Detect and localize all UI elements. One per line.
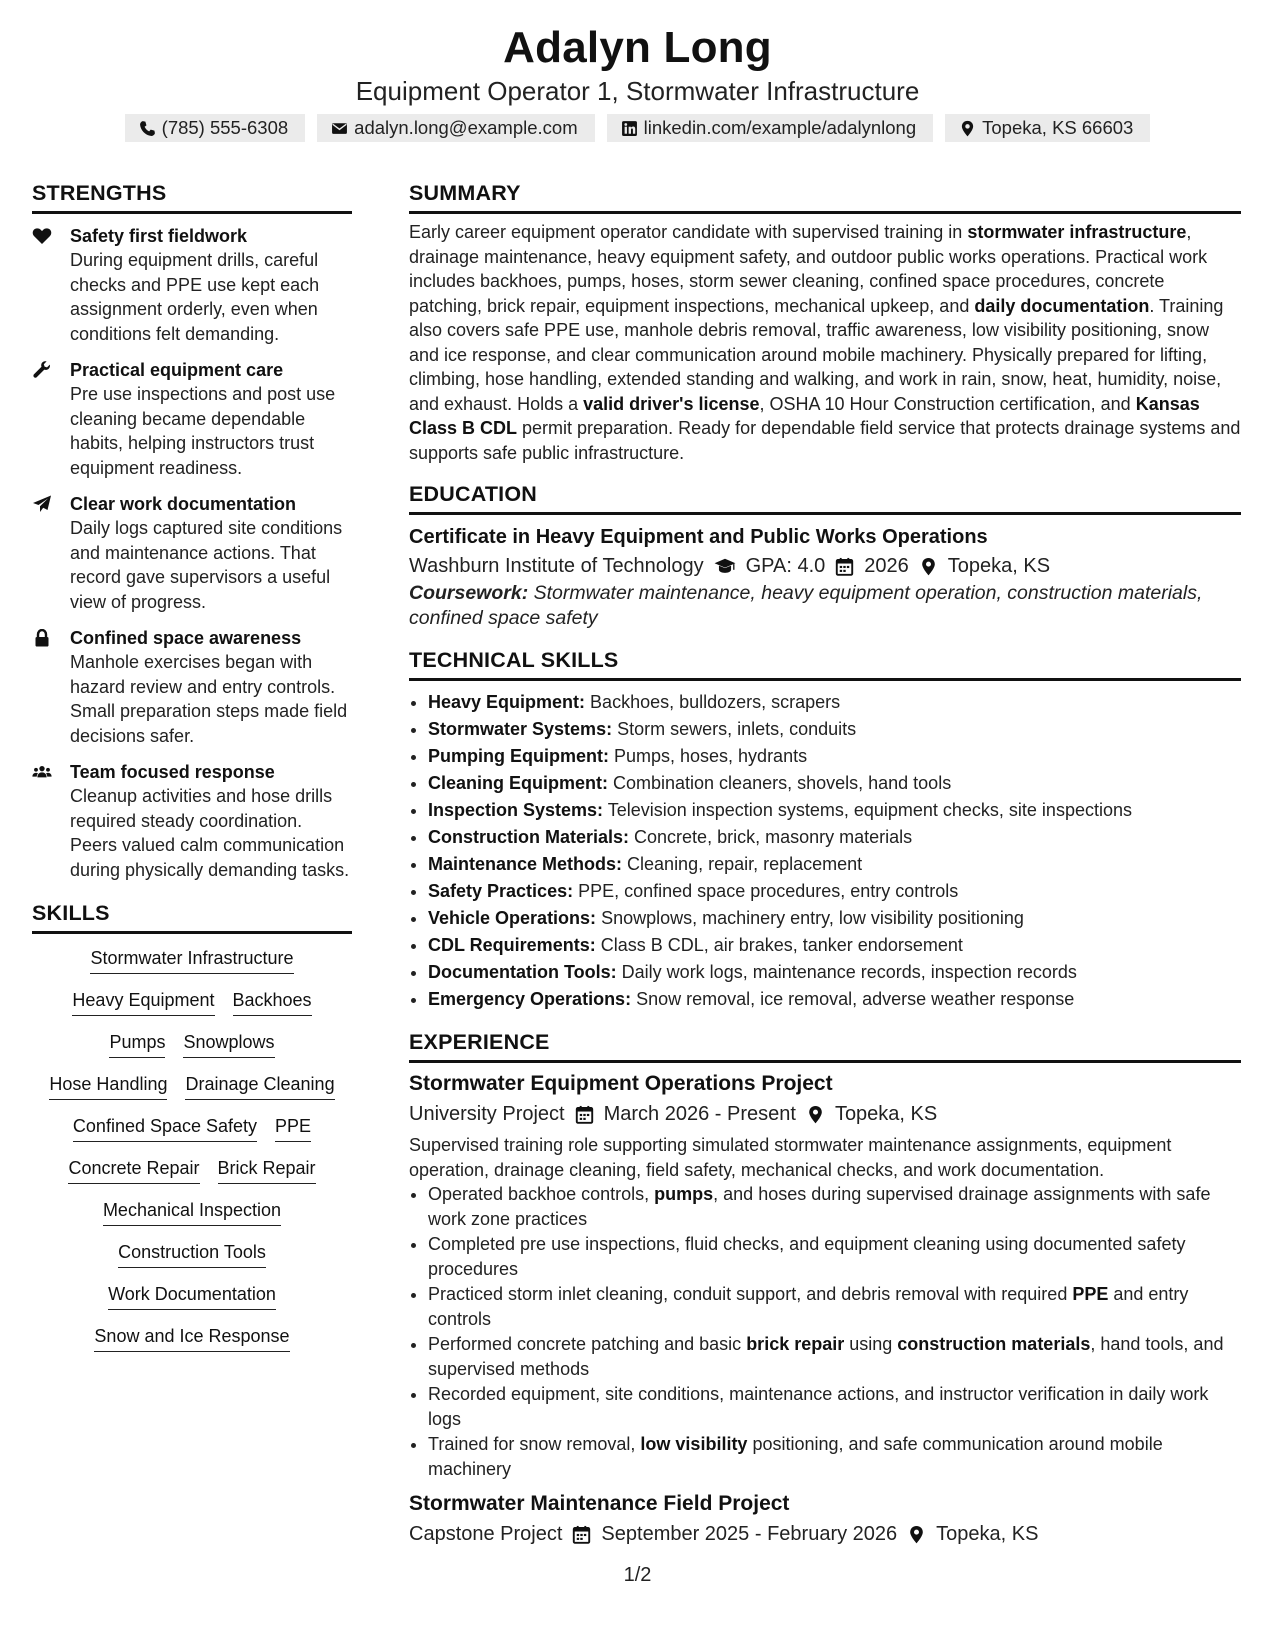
lock-icon	[32, 629, 52, 647]
contact-phone-text: (785) 555-6308	[161, 117, 289, 138]
skill-tag: Brick Repair	[218, 1156, 316, 1184]
technical-skill-value: Cleaning, repair, replacement	[622, 854, 863, 874]
strength-item	[32, 760, 352, 882]
job-bullet	[428, 1432, 1241, 1481]
text-span: permit preparation. Ready for dependable field service that protects drainage systems and supports safe public infrastructure.	[409, 418, 1241, 463]
map-marker-icon	[959, 120, 976, 137]
skill-tag: Work Documentation	[108, 1282, 276, 1310]
technical-skill-value: Snowplows, machinery entry, low visibility positioning	[596, 908, 1024, 928]
text-span: Practiced storm inlet cleaning, conduit support, and debris removal with required	[428, 1284, 1073, 1304]
phone-icon	[139, 120, 156, 137]
job-title: Stormwater Equipment Operations Project	[409, 1072, 833, 1095]
technical-skill-label: Emergency Operations:	[428, 989, 632, 1009]
envelope-icon	[331, 120, 348, 137]
job-description: Supervised training role supporting simulated stormwater maintenance assignments, equipment operation, drainage cleaning, field safety, mechanical checks, and work documentation.	[409, 1135, 1172, 1180]
job-bullet	[428, 1232, 1241, 1281]
technical-skill-label: Stormwater Systems:	[428, 719, 613, 739]
job-bullet	[428, 1182, 1241, 1231]
technical-skill-label: Construction Materials:	[428, 827, 630, 847]
strength-title: Practical equipment care	[70, 360, 284, 380]
bold-text: PPE	[1072, 1284, 1109, 1304]
skill-tag: Mechanical Inspection	[103, 1198, 281, 1226]
skill-row	[32, 1072, 352, 1100]
education-heading: EDUCATION	[409, 479, 1241, 515]
map-marker-icon	[806, 1105, 825, 1124]
text-span: and entry controls	[428, 1284, 1189, 1329]
bold-text: valid driver's license	[583, 393, 760, 414]
strength-title: Safety first fieldwork	[70, 226, 248, 246]
skill-tag: Construction Tools	[118, 1240, 266, 1268]
strength-item	[32, 492, 352, 614]
strengths-heading: STRENGTHS	[32, 178, 352, 214]
skill-row	[32, 1156, 352, 1184]
calendar-icon	[575, 1105, 594, 1124]
strengths-list	[32, 224, 352, 882]
technical-skill-label: Cleaning Equipment:	[428, 773, 608, 793]
skill-row	[32, 1114, 352, 1142]
job-title: Stormwater Maintenance Field Project	[409, 1492, 790, 1515]
skill-row	[32, 1324, 352, 1352]
bold-text: construction materials	[897, 1334, 1091, 1354]
technical-skill-value: PPE, confined space procedures, entry controls	[573, 881, 959, 901]
text-span: Completed pre use inspections, fluid checks, and equipment cleaning using documented safety procedures	[428, 1234, 1186, 1279]
text-span: , OSHA 10 Hour Construction certification, and	[759, 393, 1136, 414]
job-location: Topeka, KS	[834, 1103, 938, 1125]
skill-row	[32, 1240, 352, 1268]
gpa: GPA: 4.0	[745, 555, 826, 577]
users-icon	[32, 763, 52, 781]
graduation-cap-icon	[714, 557, 736, 576]
strength-item	[32, 224, 352, 346]
coursework-label: Coursework:	[409, 582, 529, 604]
technical-skill-item	[428, 851, 1241, 878]
heart-icon	[32, 227, 52, 245]
strength-desc: Cleanup activities and hose drills required steady coordination. Peers valued calm communication during physically demanding tasks.	[70, 786, 350, 880]
technical-skill-label: Pumping Equipment:	[428, 746, 609, 766]
map-marker-icon	[907, 1525, 926, 1544]
skill-tag: Hose Handling	[49, 1072, 167, 1100]
text-span: , drainage maintenance, heavy equipment safety, and outdoor public works operations. Practical work includes backhoes, pumps, hoses, storm sewer cleaning, confined space procedures, concrete patching, brick repair, equipment inspections, mechanical upkeep, and	[409, 222, 1208, 316]
skill-row	[32, 988, 352, 1016]
text-span: positioning, and safe communication around mobile machinery	[428, 1434, 1163, 1479]
bold-text: low visibility	[640, 1434, 748, 1454]
education-meta	[409, 551, 1241, 581]
right-column	[409, 178, 1241, 1549]
calendar-icon	[572, 1525, 591, 1544]
technical-skill-label: Inspection Systems:	[428, 800, 604, 820]
contact-email[interactable]	[317, 114, 594, 142]
technical-skill-label: Safety Practices:	[428, 881, 574, 901]
experience-list	[409, 1069, 1241, 1549]
skill-tag: Pumps	[109, 1030, 165, 1058]
skill-tag: PPE	[275, 1114, 311, 1142]
technical-skill-value: Backhoes, bulldozers, scrapers	[585, 692, 841, 712]
education-location: Topeka, KS	[947, 555, 1051, 577]
contact-location-text: Topeka, KS 66603	[982, 117, 1134, 138]
map-marker-icon	[919, 557, 938, 576]
experience-heading: EXPERIENCE	[409, 1027, 1241, 1063]
strength-desc: Pre use inspections and post use cleaning became dependable habits, helping instructors trust equipment readiness.	[70, 384, 336, 478]
text-span: Trained for snow removal,	[428, 1434, 641, 1454]
technical-skill-item	[428, 743, 1241, 770]
skill-tag: Confined Space Safety	[73, 1114, 257, 1142]
job-meta	[409, 1519, 1241, 1549]
linkedin-icon	[621, 120, 638, 137]
strength-item	[32, 626, 352, 748]
graduation-year: 2026	[864, 555, 909, 577]
technical-skill-item	[428, 689, 1241, 716]
job-organization: Capstone Project	[409, 1523, 563, 1545]
skill-tag: Snowplows	[183, 1030, 274, 1058]
technical-skill-value: Class B CDL, air brakes, tanker endorsement	[595, 935, 963, 955]
job-bullets	[409, 1182, 1241, 1481]
technical-skill-value: Snow removal, ice removal, adverse weather response	[631, 989, 1075, 1009]
text-span: , and hoses during supervised drainage assignments with safe work zone practices	[428, 1184, 1211, 1229]
skill-row	[32, 1030, 352, 1058]
strength-desc: Manhole exercises began with hazard review and entry controls. Small preparation steps made field decisions safer.	[70, 652, 348, 746]
technical-skill-value: Daily work logs, maintenance records, inspection records	[616, 962, 1077, 982]
calendar-icon	[835, 557, 854, 576]
left-column	[32, 178, 352, 1366]
contact-phone[interactable]	[125, 114, 306, 142]
technical-skills-heading: TECHNICAL SKILLS	[409, 645, 1241, 681]
skills-heading: SKILLS	[32, 898, 352, 934]
strength-desc: Daily logs captured site conditions and maintenance actions. That record gave supervisors a useful view of progress.	[70, 518, 343, 612]
summary-text	[409, 220, 1241, 465]
degree-title: Certificate in Heavy Equipment and Public Works Operations	[409, 526, 988, 548]
bold-text: daily documentation	[974, 295, 1150, 316]
skill-row	[32, 1198, 352, 1226]
technical-skill-value: Pumps, hoses, hydrants	[608, 746, 808, 766]
strength-title: Clear work documentation	[70, 494, 297, 514]
text-span: Recorded equipment, site conditions, maintenance actions, and instructor verification in daily work logs	[428, 1384, 1209, 1429]
job-bullet	[428, 1282, 1241, 1331]
contact-bar	[0, 114, 1275, 142]
job-bullet	[428, 1332, 1241, 1381]
skill-row	[32, 946, 352, 974]
technical-skill-item	[428, 932, 1241, 959]
bold-text: pumps	[654, 1184, 714, 1204]
job-organization: University Project	[409, 1103, 565, 1125]
technical-skill-item	[428, 797, 1241, 824]
bold-text: stormwater infrastructure	[967, 222, 1187, 242]
candidate-name: Adalyn Long	[503, 23, 772, 72]
technical-skill-item	[428, 770, 1241, 797]
text-span: Early career equipment operator candidate with supervised training in	[409, 222, 968, 242]
coursework	[409, 581, 1241, 631]
text-span: Operated backhoe controls,	[428, 1184, 655, 1204]
contact-linkedin[interactable]	[607, 114, 934, 142]
summary-heading: SUMMARY	[409, 178, 1241, 214]
technical-skill-label: CDL Requirements:	[428, 935, 596, 955]
job-dates: September 2025 - February 2026	[601, 1523, 898, 1545]
school-name: Washburn Institute of Technology	[409, 555, 704, 577]
text-span: . Training also covers safe PPE use, manhole debris removal, traffic awareness, low visibility positioning, snow and ice response, and clear communication around mobile machinery. Physically prepared for lifting, climbing, hose handling, extended standing and walking, and work in rain, snow, heat, humidity, noise, and exhaust. Holds a	[409, 295, 1224, 414]
job-meta	[409, 1099, 1241, 1129]
wrench-icon	[32, 361, 52, 379]
text-span: Performed concrete patching and basic	[428, 1334, 747, 1354]
technical-skills-list	[409, 689, 1241, 1013]
technical-skill-item	[428, 959, 1241, 986]
technical-skill-label: Heavy Equipment:	[428, 692, 586, 712]
technical-skill-value: Combination cleaners, shovels, hand tools	[608, 773, 952, 793]
strength-item	[32, 358, 352, 480]
skill-row	[32, 1282, 352, 1310]
technical-skill-item	[428, 878, 1241, 905]
job-dates: March 2026 - Present	[603, 1103, 796, 1125]
technical-skill-value: Storm sewers, inlets, conduits	[612, 719, 857, 739]
contact-email-text: adalyn.long@example.com	[354, 117, 578, 138]
skill-tag: Concrete Repair	[68, 1156, 199, 1184]
technical-skill-label: Documentation Tools:	[428, 962, 617, 982]
skill-tag: Drainage Cleaning	[185, 1072, 334, 1100]
contact-linkedin-text: linkedin.com/example/adalynlong	[643, 117, 917, 138]
page-number: 1/2	[623, 1564, 652, 1586]
technical-skill-value: Concrete, brick, masonry materials	[629, 827, 913, 847]
technical-skill-label: Vehicle Operations:	[428, 908, 597, 928]
strength-title: Confined space awareness	[70, 628, 302, 648]
text-span: , hand tools, and supervised methods	[428, 1334, 1224, 1379]
technical-skill-value: Television inspection systems, equipment checks, site inspections	[603, 800, 1132, 820]
coursework-text: Stormwater maintenance, heavy equipment operation, construction materials, confined space safety	[409, 582, 1203, 629]
job-bullet	[428, 1382, 1241, 1431]
bold-text: Kansas Class B CDL	[409, 393, 1200, 438]
text-span: using	[844, 1334, 898, 1354]
technical-skill-item	[428, 986, 1241, 1013]
technical-skill-label: Maintenance Methods:	[428, 854, 623, 874]
job-title: Equipment Operator 1, Stormwater Infrastructure	[355, 76, 920, 106]
skill-tag: Snow and Ice Response	[94, 1324, 289, 1352]
technical-skill-item	[428, 905, 1241, 932]
technical-skill-item	[428, 824, 1241, 851]
skill-tag: Heavy Equipment	[72, 988, 214, 1016]
strength-desc: During equipment drills, careful checks and PPE use kept each assignment orderly, even when conditions felt demanding.	[70, 250, 320, 344]
skills-list	[32, 946, 352, 1352]
job-location: Topeka, KS	[936, 1523, 1039, 1545]
bold-text: brick repair	[746, 1334, 845, 1354]
skill-tag: Stormwater Infrastructure	[90, 946, 293, 974]
strength-title: Team focused response	[70, 762, 275, 782]
technical-skill-item	[428, 716, 1241, 743]
contact-location	[945, 114, 1150, 142]
paper-plane-icon	[32, 495, 52, 513]
skill-tag: Backhoes	[233, 988, 312, 1016]
